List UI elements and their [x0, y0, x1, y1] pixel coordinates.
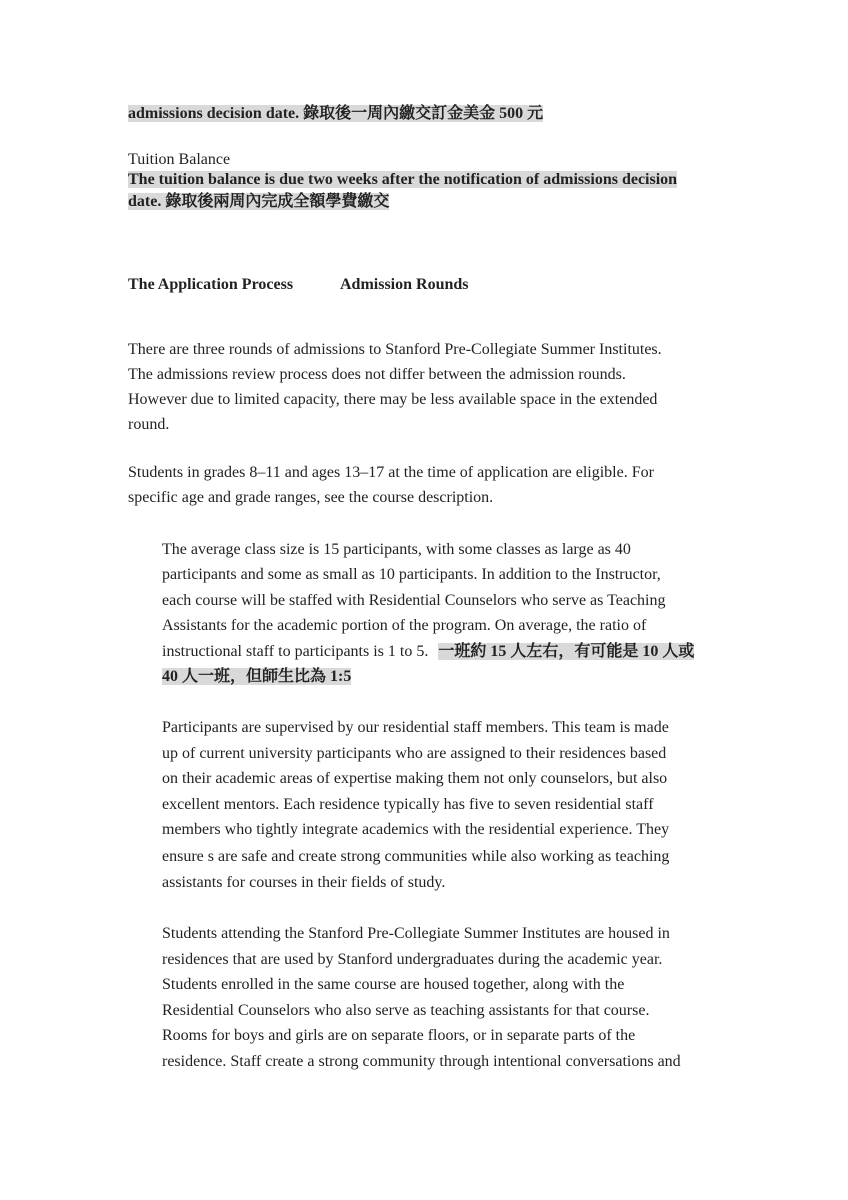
class-size-note-highlight-2: 40 人一班，但師生比為 1:5 [162, 668, 352, 685]
supervision-line: members who tightly integrate academics with the residential experience. They [162, 821, 670, 838]
tuition-heading: Tuition Balance [128, 151, 231, 168]
housing-line: Rooms for boys and girls are on separate floors, or in separate parts of the [162, 1027, 636, 1044]
class-size-line: Assistants for the academic portion of the program. On average, the ratio of [162, 617, 647, 634]
tuition-highlight-1: The tuition balance is due two weeks after the notification of admissions decision [128, 171, 678, 188]
housing-line: Students enrolled in the same course are housed together, along with the [162, 976, 625, 993]
section-title-application-process: The Application Process [128, 276, 294, 293]
class-size-note-line-2 [162, 667, 351, 687]
supervision-line: ensure s are safe and create strong communities while also working as teaching [162, 848, 670, 865]
class-size-last-text: instructional staff to participants is 1 to 5. [162, 643, 429, 660]
eligibility-line: Students in grades 8–11 and ages 13–17 at the time of application are eligible. For [128, 464, 654, 481]
housing-line: residences that are used by Stanford undergraduates during the academic year. [162, 951, 663, 968]
housing-line: Students attending the Stanford Pre-Collegiate Summer Institutes are housed in [162, 925, 670, 942]
housing-line: Residential Counselors who also serve as teaching assistants for that course. [162, 1002, 650, 1019]
eligibility-line: specific age and grade ranges, see the course description. [128, 489, 494, 506]
deposit-highlight: admissions decision date. 錄取後一周內繳交訂金美金 500 元 [128, 105, 544, 122]
tuition-line-2 [128, 192, 389, 212]
supervision-line: up of current university participants who are assigned to their residences based [162, 745, 667, 762]
class-size-line: each course will be staffed with Residential Counselors who serve as Teaching [162, 592, 666, 609]
rounds-line: However due to limited capacity, there may be less available space in the extended [128, 391, 658, 408]
class-size-line [162, 642, 694, 662]
supervision-line: excellent mentors. Each residence typically has five to seven residential staff [162, 796, 654, 813]
rounds-line: round. [128, 416, 170, 433]
deposit-line [128, 104, 543, 124]
tuition-line-1 [128, 170, 677, 190]
tuition-highlight-2: date. 錄取後兩周內完成全額學費繳交 [128, 193, 390, 210]
supervision-line: on their academic areas of expertise making them not only counselors, but also [162, 770, 668, 787]
housing-line: residence. Staff create a strong community through intentional conversations and [162, 1053, 681, 1070]
supervision-line: Participants are supervised by our residential staff members. This team is made [162, 719, 669, 736]
rounds-line: The admissions review process does not differ between the admission rounds. [128, 366, 626, 383]
section-title-admission-rounds: Admission Rounds [340, 276, 469, 293]
class-size-line: participants and some as small as 10 participants. In addition to the Instructor, [162, 566, 661, 583]
class-size-line: The average class size is 15 participants, with some classes as large as 40 [162, 541, 631, 558]
class-size-note-highlight: 一班約 15 人左右，有可能是 10 人或 [438, 643, 695, 660]
rounds-line: There are three rounds of admissions to Stanford Pre-Collegiate Summer Institutes. [128, 341, 662, 358]
supervision-line: assistants for courses in their fields of study. [162, 874, 446, 891]
